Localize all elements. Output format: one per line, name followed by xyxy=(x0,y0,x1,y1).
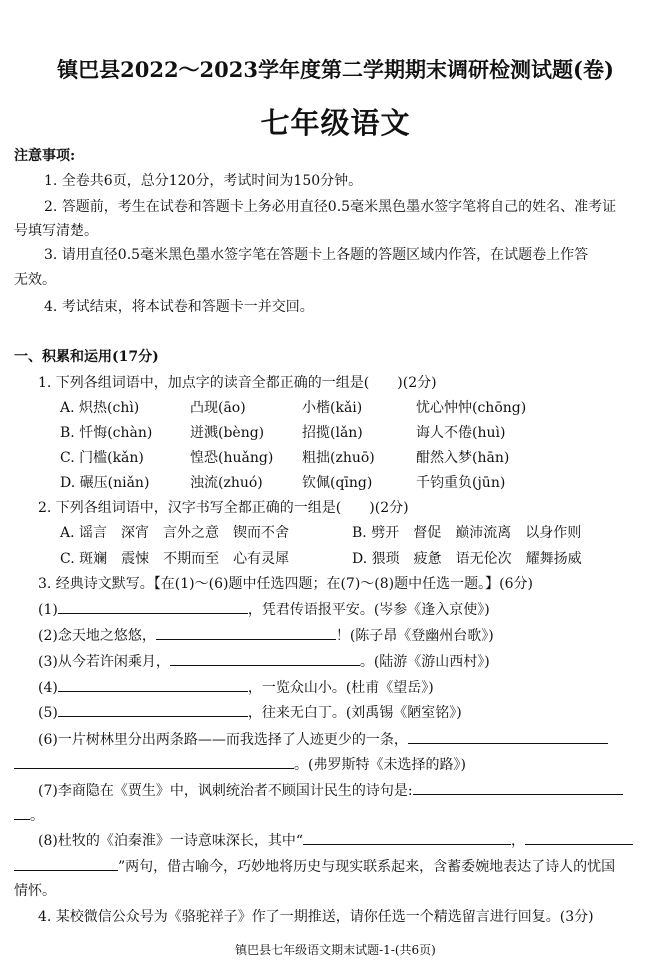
option: B. 劈开 督促 巅沛流离 以身作则 xyxy=(352,525,582,541)
question-4-stem: 4. 某校微信公众号为《骆驼祥子》作了一期推送，请你任选一个精选留言进行回复。(3分) xyxy=(38,909,594,925)
notice-item: 3. 请用直径0.5毫米黑色墨水签字笔在答题卡上各题的答题区域内作答，在试题卷上作答 xyxy=(44,247,589,263)
exam-header: 镇巴县2022～2023学年度第二学期期末调研检测试题(卷) xyxy=(57,57,614,82)
option: 小楷(kǎi) xyxy=(302,400,363,416)
recite-item-8-end: 情怀。 xyxy=(14,883,56,899)
recite-item-7-cont: 。 xyxy=(14,805,44,826)
recite-item-8: (8)杜牧的《泊秦淮》一诗意味深长，其中“ ， xyxy=(38,830,633,851)
answer-blank[interactable] xyxy=(58,702,248,717)
option: 钦佩(qīng) xyxy=(302,475,373,491)
option: 招揽(lǎn) xyxy=(302,425,363,441)
page-footer: 镇巴县七年级语文期末试题-1-(共6页) xyxy=(235,943,436,957)
answer-blank[interactable] xyxy=(170,651,360,666)
answer-blank[interactable] xyxy=(413,780,623,795)
section-title: 一、积累和运用(17分) xyxy=(14,349,159,365)
option: B. 忏悔(chàn) xyxy=(60,425,153,441)
answer-blank[interactable] xyxy=(14,856,118,871)
page-title: 七年级语文 xyxy=(260,106,411,140)
option: A. 炽热(chì) xyxy=(60,400,140,416)
option: 迸溅(bèng) xyxy=(190,425,265,441)
notice-item: 2. 答题前，考生在试卷和答题卡上务必用直径0.5毫米黑色墨水签字笔将自己的姓名、准考证 xyxy=(44,199,617,215)
option: 千钧重负(jūn) xyxy=(416,475,506,491)
recite-item-1: (1) ，凭君传语报平安。(岑参《逢入京使》) xyxy=(38,599,490,620)
option: 诲人不倦(huì) xyxy=(416,425,506,441)
option: D. 猥琐 疲惫 语无伦次 耀舞扬威 xyxy=(352,551,582,567)
answer-blank[interactable] xyxy=(58,677,248,692)
answer-blank[interactable] xyxy=(156,625,336,640)
notice-item: 1. 全卷共6页，总分120分，考试时间为150分钟。 xyxy=(44,173,363,189)
option: 忧心忡忡(chōng) xyxy=(416,400,527,416)
recite-item-6-cont: 。(弗罗斯特《未选择的路》) xyxy=(14,754,466,775)
notice-item: 号填写清楚。 xyxy=(14,223,98,239)
recite-item-6: (6)一片树林里分出两条路——而我选择了人迹更少的一条， xyxy=(38,729,608,750)
question-3-stem: 3. 经典诗文默写。【在(1)～(6)题中任选四题；在(7)～(8)题中任选一题。】(6分) xyxy=(38,576,533,592)
notice-item: 4. 考试结束，将本试卷和答题卡一并交回。 xyxy=(44,299,314,315)
answer-blank[interactable] xyxy=(525,830,633,845)
recite-item-8-cont: ”两句，借古喻今，巧妙地将历史与现实联系起来，含蓄委婉地表达了诗人的忧国 xyxy=(14,856,615,877)
option: D. 碾压(niǎn) xyxy=(60,475,150,491)
answer-blank[interactable] xyxy=(408,729,608,744)
notice-item: 无效。 xyxy=(14,272,56,288)
option: C. 门槛(kǎn) xyxy=(60,450,144,466)
answer-blank[interactable] xyxy=(58,599,248,614)
option: A. 谣言 深宵 言外之意 锲而不舍 xyxy=(60,525,290,541)
option: C. 斑斓 震悚 不期而至 心有灵犀 xyxy=(60,551,290,567)
option: 酣然入梦(hān) xyxy=(416,450,510,466)
option: 浊流(zhuó) xyxy=(190,475,263,491)
answer-blank[interactable] xyxy=(303,830,511,845)
question-2-stem: 2. 下列各组词语中，汉字书写全都正确的一组是( )(2分) xyxy=(38,500,409,516)
recite-item-2: (2)念天地之悠悠， ！(陈子昂《登幽州台歌》) xyxy=(38,625,494,646)
option: 粗拙(zhuō) xyxy=(302,450,375,466)
answer-blank[interactable] xyxy=(14,805,30,820)
notice-heading: 注意事项: xyxy=(14,148,76,164)
question-1-stem: 1. 下列各组词语中，加点字的读音全都正确的一组是( )(2分) xyxy=(38,375,437,391)
answer-blank[interactable] xyxy=(14,754,294,769)
recite-item-5: (5) ，往来无白丁。(刘禹锡《陋室铭》) xyxy=(38,702,462,723)
recite-item-4: (4) ，一览众山小。(杜甫《望岳》) xyxy=(38,677,434,698)
recite-item-3: (3)从今若许闲乘月， 。(陆游《游山西村》) xyxy=(38,651,490,672)
recite-item-7: (7)李商隐在《贾生》中，讽刺统治者不顾国计民生的诗句是: xyxy=(38,780,623,801)
option: 凸现(āo) xyxy=(190,400,246,416)
option: 惶恐(huǎng) xyxy=(190,450,274,466)
